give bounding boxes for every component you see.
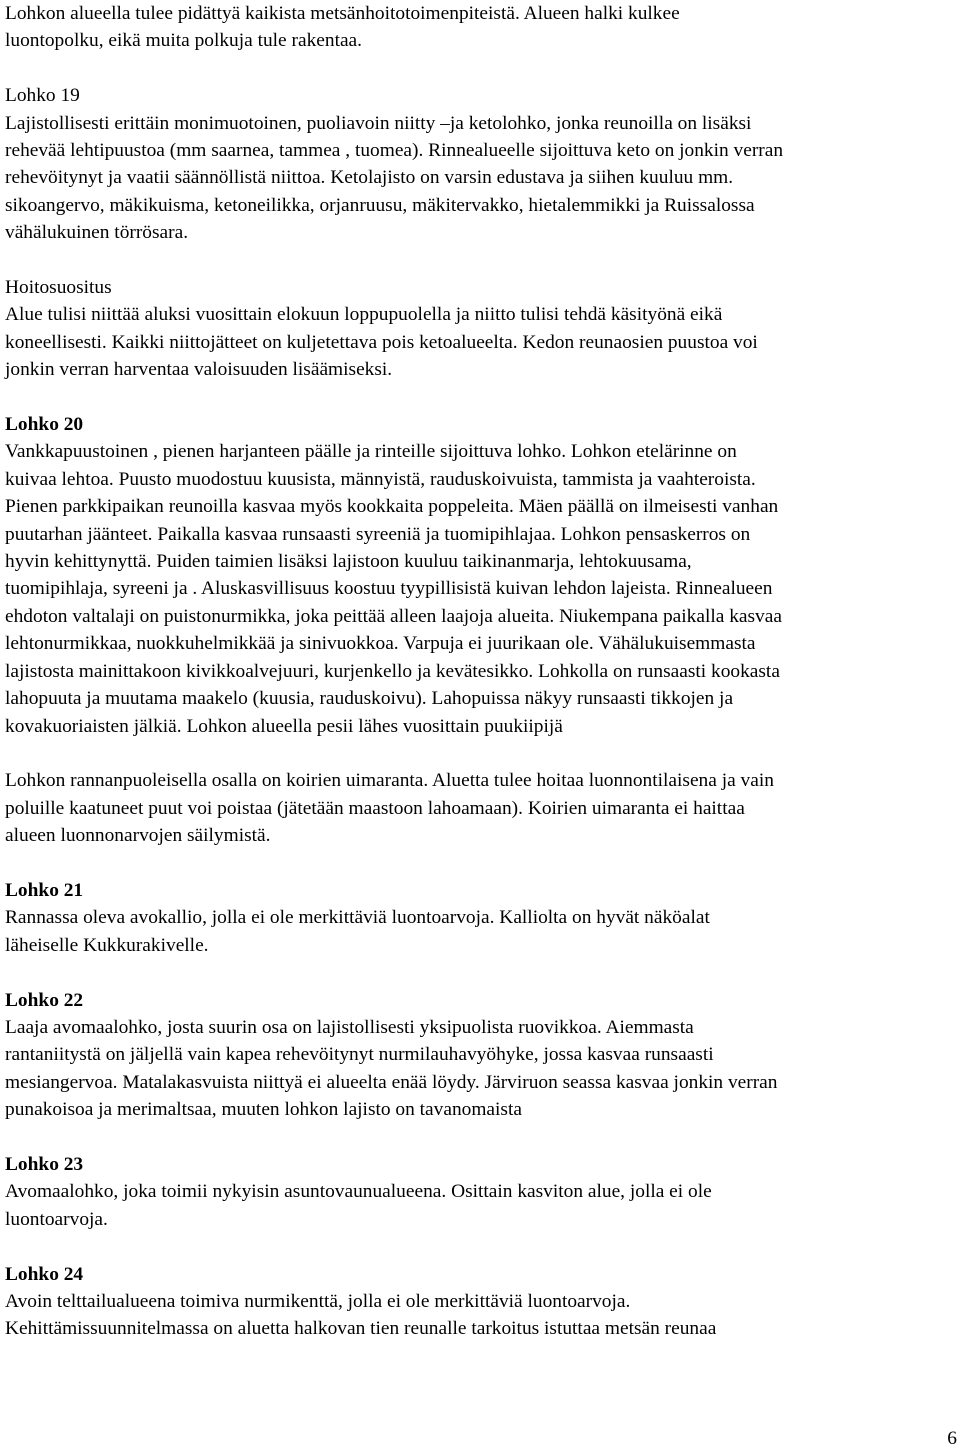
text-line: poluille kaatuneet puut voi poistaa (jätetään maastoon lahoamaan). Koirien uimaranta ei haittaa (5, 797, 745, 819)
text-line: mesiangervoa. Matalakasvuista niittyä ei alueelta enää löydy. Järviruon seassa kasvaa jonkin verran (5, 1071, 778, 1093)
text-line: kuivaa lehtoa. Puusto muodostuu kuusista, männyistä, rauduskoivuista, tammista ja vaahteroista. (5, 468, 756, 490)
text-line: ehdoton valtalaji on puistonurmikka, joka peittää alleen laajoja alueita. Niukempana paikalla kasvaa (5, 605, 782, 627)
paragraph-gap (5, 959, 955, 986)
text-line: luontopolku, eikä muita polkuja tule rakentaa. (5, 30, 363, 52)
section-lohko-24 (5, 1261, 955, 1343)
paragraph-gap (5, 247, 955, 274)
text-line: Lohkon alueella tulee pidättyä kaikista metsänhoitotoimenpiteistä. Alueen halki kulkee (5, 3, 680, 24)
text-line: Kehittämissuunnitelmassa on aluetta halkovan tien reunalle tarkoitus istuttaa metsän reunaa (5, 1318, 717, 1340)
section-lohko-22 (5, 987, 955, 1124)
text-line: vähälukuinen törrösara. (5, 222, 189, 244)
page-number: 6 (947, 1428, 957, 1449)
text-line: Lajistollisesti erittäin monimuotoinen, puoliavoin niitty –ja ketolohko, jonka reunoilla on lisäksi (5, 112, 752, 134)
paragraph-gap (5, 384, 955, 411)
text-line: läheiselle Kukkurakivelle. (5, 934, 209, 956)
text-line: puutarhan jäänteet. Paikalla kasvaa runsaasti syreeniä ja tuomipihlajaa. Lohkon pensaskerros on (5, 523, 751, 545)
section-heading: Lohko 24 (5, 1263, 84, 1285)
text-line: Rannassa oleva avokallio, jolla ei ole merkittäviä luontoarvoja. Kalliolta on hyvät näköalat (5, 907, 710, 929)
paragraph-gap (5, 850, 955, 877)
text-line: punakoisoa ja merimaltsaa, muuten lohkon lajisto on tavanomaista (5, 1099, 522, 1121)
text-line: Pienen parkkipaikan reunoilla kasvaa myös kookkaita poppeleita. Mäen päällä on ilmeisesti vanhan (5, 496, 779, 518)
section-heading: Lohko 22 (5, 989, 84, 1011)
care-heading: Hoitosuositus (5, 277, 112, 299)
text-line: rehevöitynyt ja vaatii säännöllistä niittoa. Ketolajisto on varsin edustava ja siihen kuuluu mm. (5, 167, 734, 189)
text-line: jonkin verran harventaa valoisuuden lisäämiseksi. (5, 359, 393, 381)
intro-paragraph (5, 0, 955, 55)
text-line: lajistosta mainittakoon kivikkoalvejuuri, kurjenkello ja kevätesikko. Lohkolla on runsaasti kookasta (5, 660, 780, 682)
text-line: rantaniitystä on jäljellä vain kapea rehevöitynyt nurmilauhavyöhyke, jossa kasvaa runsaasti (5, 1044, 714, 1066)
text-line: Laaja avomaalohko, josta suurin osa on lajistollisesti yksipuolista ruovikkoa. Aiemmasta (5, 1016, 694, 1038)
text-line: Lohkon rannanpuoleisella osalla on koirien uimaranta. Aluetta tulee hoitaa luonnontilaisena ja vain (5, 770, 774, 792)
paragraph-gap (5, 1233, 955, 1260)
text-line: alueen luonnonarvojen säilymistä. (5, 825, 271, 847)
text-line: tuomipihlaja, syreeni ja . Aluskasvillisuus koostuu tyypillisistä kuivan lehdon lajeista. Rinnealueen (5, 578, 773, 600)
text-line: rehevää lehtipuustoa (mm saarnea, tammea , tuomea). Rinnealueelle sijoittuva keto on jonkin verran (5, 140, 784, 162)
section-lohko-20-extra (5, 767, 955, 849)
text-line: sikoangervo, mäkikuisma, ketoneilikka, orjanruusu, mäkitervakko, hietalemmikki ja Ruissalossa (5, 194, 755, 216)
text-line: lahopuuta ja muutama maakelo (kuusia, rauduskoivu). Lahopuissa näkyy runsaasti tikkojen ja (5, 688, 734, 710)
care-recommendation (5, 274, 955, 384)
section-lohko-20 (5, 411, 955, 740)
text-line: Avoin telttailualueena toimiva nurmikenttä, jolla ei ole merkittäviä luontoarvoja. (5, 1290, 631, 1312)
section-lohko-23 (5, 1151, 955, 1233)
text-line: kovakuoriaisten jälkiä. Lohkon alueella pesii lähes vuosittain puukiipijä (5, 715, 563, 737)
document-page (5, 0, 955, 1343)
section-heading: Lohko 23 (5, 1153, 84, 1175)
paragraph-gap (5, 740, 955, 767)
section-heading: Lohko 19 (5, 85, 80, 107)
text-line: koneellisesti. Kaikki niittojätteet on kuljetettava pois ketoalueelta. Kedon reunaosien puustoa voi (5, 331, 758, 353)
section-lohko-19 (5, 82, 955, 246)
text-line: lehtonurmikkaa, nuokkuhelmikkää ja sinivuokkoa. Varpuja ei juurikaan ole. Vähälukuisemmasta (5, 633, 756, 655)
paragraph-gap (5, 55, 955, 82)
text-line: Avomaalohko, joka toimii nykyisin asuntovaunualueena. Osittain kasviton alue, jolla ei ole (5, 1181, 712, 1203)
text-line: Alue tulisi niittää aluksi vuosittain elokuun loppupuolella ja niitto tulisi tehdä käsityönä eikä (5, 304, 723, 326)
section-heading: Lohko 21 (5, 879, 84, 901)
paragraph-gap (5, 1124, 955, 1151)
text-line: luontoarvoja. (5, 1208, 108, 1230)
section-heading: Lohko 20 (5, 414, 84, 436)
section-lohko-21 (5, 877, 955, 959)
text-line: hyvin kehittynyttä. Puiden taimien lisäksi lajistoon kuuluu taikinanmarja, lehtokuusama, (5, 551, 692, 573)
text-line: Vankkapuustoinen , pienen harjanteen päälle ja rinteille sijoittuva lohko. Lohkon etelärinne on (5, 441, 737, 463)
